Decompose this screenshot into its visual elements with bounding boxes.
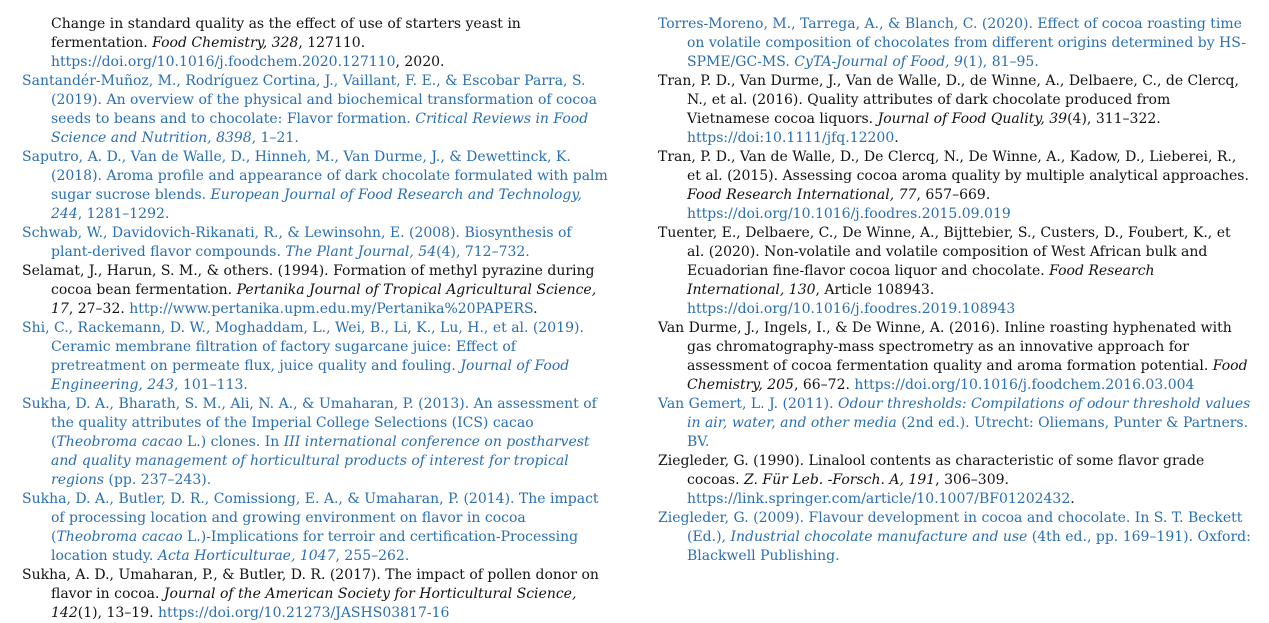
reference-text: , Article 108943.	[815, 282, 935, 298]
reference-italic-text: Journal of Food Quality, 39	[877, 111, 1068, 127]
reference-italic-text: Journal of the American Society for Horticultural Science, 142	[51, 586, 577, 621]
reference-ziegleder-1990	[658, 452, 1251, 509]
reference-sukha-2014	[22, 490, 615, 566]
reference-text: , 1–21.	[251, 130, 299, 146]
reference-italic-text: Food Chemistry, 328	[152, 35, 299, 51]
reference-ziegleder-2009	[658, 509, 1251, 566]
reference-text: L.)-Implications for terroir and certification-Processing location study.	[51, 529, 579, 564]
reference-italic-text: European Journal of Food Research and Technology, 244	[51, 187, 582, 222]
reference-shi	[22, 319, 615, 395]
reference-italic-text: Food Chemistry, 205	[687, 358, 1248, 393]
reference-text: , 255–262.	[335, 548, 410, 564]
reference-italic-text: Food Research International, 130	[687, 263, 1155, 298]
reference-text: (2nd ed.). Utrecht: Oliemans, Punter & Partners. BV.	[687, 415, 1249, 450]
reference-text: Change in standard quality as the effect of use of starters yeast in fermentation.	[51, 16, 521, 51]
reference-text: , 27–32.	[68, 301, 130, 317]
reference-text: .	[894, 130, 899, 146]
reference-text: (pp. 237–243).	[104, 472, 212, 488]
reference-text: .	[533, 301, 538, 317]
reference-text: , 306–309.	[935, 472, 1009, 488]
reference-text: Van Gemert, L. J. (2011).	[658, 396, 838, 412]
reference-santander	[22, 72, 615, 148]
reference-italic-text: Pertanika Journal of Tropical Agricultural Science, 17	[51, 282, 597, 317]
reference-ref-continued	[22, 15, 615, 72]
reference-italic-text: CyTA-Journal of Food, 9	[794, 54, 963, 70]
reference-italic-text: Food Research International, 77	[687, 187, 917, 203]
reference-italic-text: The Plant Journal, 54	[285, 244, 437, 260]
reference-tuenter	[658, 224, 1251, 319]
reference-text: L.) clones. In	[182, 434, 284, 450]
reference-text: , 657–669.	[916, 187, 991, 203]
reference-italic-text: Critical Reviews in Food Science and Nutrition, 8398	[51, 111, 589, 146]
left-column	[22, 15, 615, 623]
reference-text: Sukha, D. A., Butler, D. R., Comissiong, E. A., & Umaharan, P. (2014). The impact of processing location and growing environment on flavor in cocoa (	[22, 491, 599, 545]
reference-italic-text: Z. Für Leb. -Forsch. A, 191	[743, 472, 936, 488]
reference-text: Saputro, A. D., Van de Walle, D., Hinneh, M., Van Durme, J., & Dewettinck, K. (2018). Aroma profile and appearance of dark chocolate formulated with palm sugar sucrose blends.	[22, 149, 608, 203]
reference-italic-text: Journal of Food Engineering, 243	[51, 358, 570, 393]
reference-text: Tuenter, E., Delbaere, C., De Winne, A., Bijttebier, S., Custers, D., Foubert, K., et al. (2020). Non-volatile and volatile composition of West African bulk and Ecuadorian fine-flavor cocoa liquor and chocolate.	[658, 225, 1231, 279]
reference-saputro	[22, 148, 615, 224]
reference-link[interactable]: https://link.springer.com/article/10.1007/BF01202432	[687, 491, 1071, 507]
reference-italic-text: Theobroma cacao	[56, 529, 183, 545]
reference-text: (4), 712–732.	[436, 244, 530, 260]
reference-text: Sukha, A. D., Umaharan, P., & Butler, D. R. (2017). The impact of pollen donor on flavor in cocoa.	[22, 567, 599, 602]
reference-text: Sukha, D. A., Bharath, S. M., Ali, N. A., & Umaharan, P. (2013). An assessment of the quality attributes of the Imperial College Selections (ICS) cacao (	[22, 396, 597, 450]
reference-text: Selamat, J., Harun, S. M., & others. (1994). Formation of methyl pyrazine during cocoa bean fermentation.	[22, 263, 595, 298]
reference-text: , 101–113.	[174, 377, 248, 393]
reference-text: , 127110.	[298, 35, 366, 51]
reference-text: Torres-Moreno, M., Tarrega, A., & Blanch, C. (2020). Effect of cocoa roasting time on volatile composition of chocolates from different origins determined by HS-SPME/GC-MS.	[658, 16, 1247, 70]
reference-tran-2015	[658, 148, 1251, 224]
reference-link[interactable]: https://doi.org/10.1016/j.foodchem.2020.127110	[51, 54, 396, 70]
reference-sukha-2013	[22, 395, 615, 490]
reference-italic-text: Acta Horticulturae, 1047	[157, 548, 336, 564]
reference-italic-text: Industrial chocolate manufacture and use	[730, 529, 1028, 545]
reference-text: Van Durme, J., Ingels, I., & De Winne, A. (2016). Inline roasting hyphenated with gas chromatography-mass spectrometry as an innovative approach for assessment of cocoa fermentation quality and aroma formation potential.	[658, 320, 1232, 374]
reference-link[interactable]: https://doi.org/10.1016/j.foodchem.2016.03.004	[854, 377, 1195, 393]
reference-text: Tran, P. D., Van Durme, J., Van de Walle, D., de Winne, A., Delbaere, C., de Clercq, N., et al. (2016). Quality attributes of dark chocolate produced from Vietnamese cocoa liquors.	[658, 73, 1239, 127]
reference-link[interactable]: https://doi.org/10.21273/JASHS03817-16	[158, 605, 450, 621]
reference-torres-moreno	[658, 15, 1251, 72]
right-column	[658, 15, 1251, 566]
reference-text: (4), 311–322.	[1067, 111, 1161, 127]
reference-text: .	[1070, 491, 1075, 507]
reference-text: Ziegleder, G. (2009). Flavour development in cocoa and chocolate. In S. T. Beckett (Ed.),	[658, 510, 1243, 545]
reference-text: (1), 81–95.	[962, 54, 1039, 70]
reference-link[interactable]: https://doi.org/10.1016/j.foodres.2019.108943	[687, 301, 1016, 317]
reference-text: Santandér-Muñoz, M., Rodríguez Cortina, J., Vaillant, F. E., & Escobar Parra, S. (2019). An overview of the physical and biochemical transformation of cocoa seeds to beans and to chocolate: Flavor formation.	[22, 73, 597, 127]
reference-text: Ziegleder, G. (1990). Linalool contents as characteristic of some flavor grade cocoas.	[658, 453, 1205, 488]
reference-schwab	[22, 224, 615, 262]
reference-link[interactable]: https://doi.org/10.1016/j.foodres.2015.09.019	[687, 206, 1011, 222]
reference-sukha-2017	[22, 566, 615, 623]
reference-selamat	[22, 262, 615, 319]
reference-text: Shi, C., Rackemann, D. W., Moghaddam, L., Wei, B., Li, K., Lu, H., et al. (2019). Ceramic membrane filtration of factory sugarcane juice: Effect of pretreatment on permeate flux, juice quality and fouling.	[22, 320, 584, 374]
reference-italic-text: III international conference on postharvest and quality management of horticultural products of interest for tropical regions	[51, 434, 590, 488]
reference-italic-text: Theobroma cacao	[56, 434, 183, 450]
reference-text: , 2020.	[395, 54, 445, 70]
reference-van-durme	[658, 319, 1251, 395]
reference-text: Tran, P. D., Van de Walle, D., De Clercq, N., De Winne, A., Kadow, D., Lieberei, R., et al. (2015). Assessing cocoa aroma quality by multiple analytical approaches.	[658, 149, 1249, 184]
reference-van-gemert	[658, 395, 1251, 452]
reference-italic-text: Odour thresholds: Compilations of odour threshold values in air, water, and other media	[687, 396, 1251, 431]
reference-text: , 66–72.	[793, 377, 855, 393]
reference-link[interactable]: https://doi:10.1111/jfq.12200	[687, 130, 895, 146]
reference-link[interactable]: http://www.pertanika.upm.edu.my/Pertanika%20PAPERS	[129, 301, 534, 317]
reference-text: Schwab, W., Davidovich-Rikanati, R., & Lewinsohn, E. (2008). Biosynthesis of plant-derived flavor compounds.	[22, 225, 572, 260]
reference-text: , 1281–1292.	[77, 206, 170, 222]
reference-tran-2016	[658, 72, 1251, 148]
reference-text: (1), 13–19.	[77, 605, 158, 621]
reference-text: (4th ed., pp. 169–191). Oxford: Blackwell Publishing.	[687, 529, 1251, 564]
